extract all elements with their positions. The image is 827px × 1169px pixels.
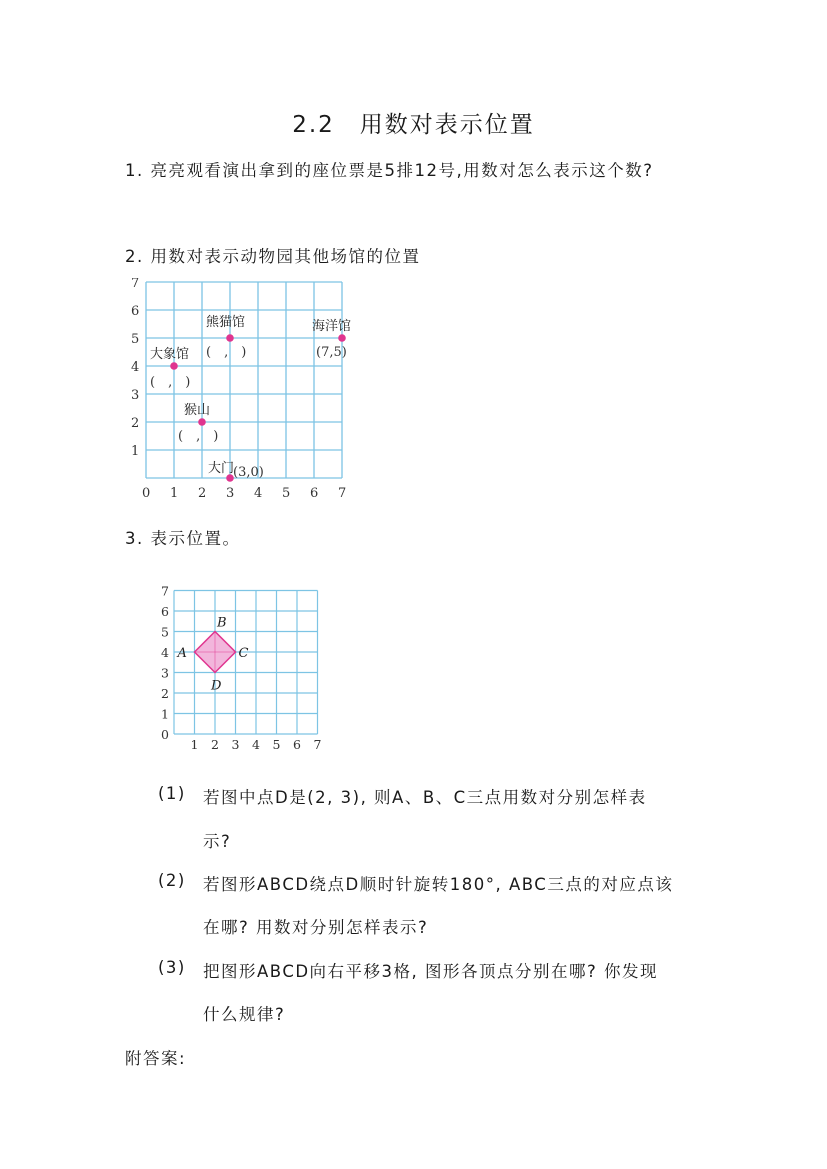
sub-question-2-number: (2) <box>158 871 186 890</box>
point-name-label: 大门 <box>208 461 235 476</box>
point-熊猫馆 <box>226 334 234 342</box>
question-2: 2. 用数对表示动物园其他场馆的位置 <box>125 247 421 266</box>
x-tick-label: 1 <box>170 486 179 501</box>
y-tick-label: 2 <box>131 416 140 431</box>
x-tick-label: 7 <box>338 486 347 501</box>
y-tick-label: 7 <box>131 278 140 291</box>
x-tick-label: 4 <box>254 486 263 501</box>
point-name-label: 猴山 <box>184 403 211 418</box>
x-tick-label: 7 <box>313 737 322 752</box>
x-tick-label: 2 <box>198 486 207 501</box>
y-tick-label: 1 <box>131 444 140 459</box>
sub-question-3-line1: 把图形ABCD向右平移3格, 图形各顶点分别在哪? 你发现 <box>203 962 659 981</box>
x-tick-label: 3 <box>231 737 240 752</box>
vertex-label-C: C <box>238 646 249 661</box>
y-tick-label: 4 <box>161 645 169 660</box>
sub-question-2-line2: 在哪? 用数对分别怎样表示? <box>203 918 429 937</box>
point-海洋馆 <box>338 334 346 342</box>
point-coord-label: (3,0) <box>233 465 264 480</box>
vertex-label-A: A <box>177 646 187 661</box>
sub-question-3-line2: 什么规律? <box>203 1005 286 1024</box>
sub-question-2-line1: 若图形ABCD绕点D顺时针旋转180°, ABC三点的对应点该 <box>203 875 674 894</box>
x-tick-label: 3 <box>226 486 235 501</box>
zoo-map-chart <box>125 278 375 503</box>
y-tick-label: 1 <box>161 706 169 722</box>
sub-question-1-number: (1) <box>158 784 186 803</box>
x-tick-label: 2 <box>211 737 219 752</box>
sub-question-1-line1: 若图中点D是(2, 3), 则A、B、C三点用数对分别怎样表 <box>203 788 647 807</box>
y-tick-label: 5 <box>161 624 169 640</box>
x-tick-label: 1 <box>190 737 199 752</box>
x-tick-label: 5 <box>272 737 281 752</box>
point-coord-label: ( , ) <box>206 345 247 360</box>
y-tick-label: 3 <box>131 388 140 403</box>
sub-question-1-line2: 示? <box>203 832 232 851</box>
point-大象馆 <box>170 362 178 370</box>
y-tick-label: 6 <box>161 604 169 619</box>
vertex-label-D: D <box>211 678 222 694</box>
y-tick-label: 5 <box>131 332 140 347</box>
sub-question-3-number: (3) <box>158 958 186 977</box>
x-tick-label: 4 <box>252 737 260 752</box>
y-tick-label: 0 <box>161 727 169 742</box>
diamond-grid-chart <box>150 580 335 755</box>
point-猴山 <box>198 418 206 426</box>
answer-label: 附答案: <box>125 1049 187 1068</box>
question-3: 3. 表示位置。 <box>125 529 241 548</box>
question-1: 1. 亮亮观看演出拿到的座位票是5排12号,用数对怎么表示这个数? <box>125 161 654 180</box>
vertex-label-B: B <box>217 615 227 631</box>
x-tick-label: 6 <box>293 737 301 752</box>
point-name-label: 海洋馆 <box>312 319 352 334</box>
point-name-label: 大象馆 <box>150 347 190 362</box>
x-tick-label: 0 <box>142 486 151 501</box>
y-tick-label: 4 <box>131 360 140 375</box>
x-tick-label: 6 <box>310 486 319 501</box>
y-tick-label: 3 <box>161 665 169 681</box>
y-tick-label: 7 <box>161 583 169 599</box>
y-tick-label: 6 <box>131 304 140 319</box>
point-coord-label: (7,5) <box>316 345 347 360</box>
x-tick-label: 5 <box>282 486 291 501</box>
point-name-label: 熊猫馆 <box>206 315 246 330</box>
point-coord-label: ( , ) <box>178 429 219 444</box>
page-title: 2.2 用数对表示位置 <box>292 112 535 138</box>
point-coord-label: ( , ) <box>150 375 191 390</box>
y-tick-label: 2 <box>161 686 169 701</box>
